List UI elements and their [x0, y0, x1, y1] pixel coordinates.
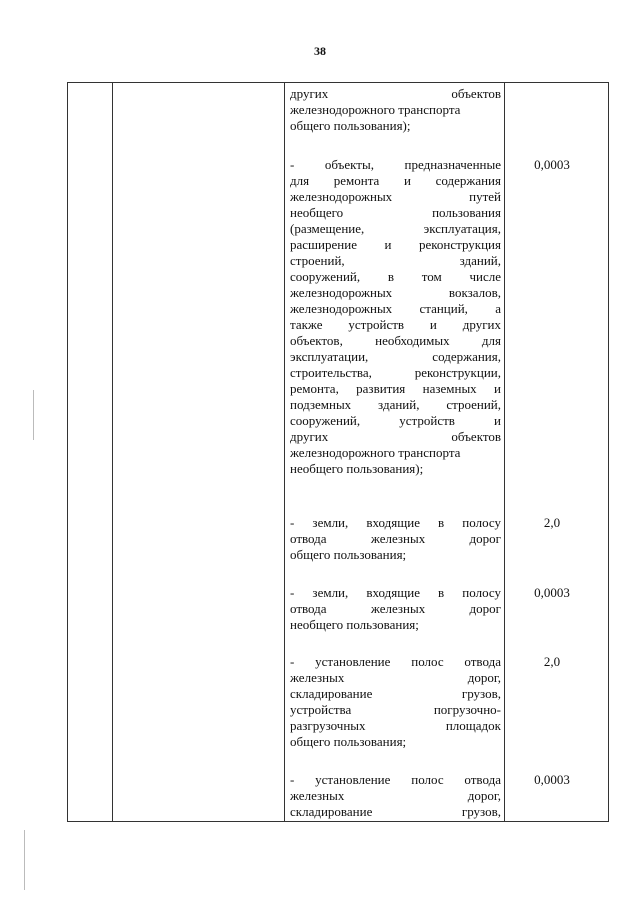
- text-line: эксплуатации, содержания,: [290, 349, 501, 364]
- text-line: общего пользования;: [290, 547, 407, 562]
- text-line: складирование грузов,: [290, 686, 501, 701]
- text-line: железнодорожных вокзалов,: [290, 285, 501, 300]
- page-number: 38: [314, 44, 326, 58]
- rate-value: 0,0003: [534, 772, 570, 787]
- text-line: необщего пользования);: [290, 461, 424, 476]
- text-line: также устройств и других: [290, 317, 501, 332]
- text-line: сооружений, устройств и: [290, 413, 501, 428]
- description-cell: [290, 772, 501, 820]
- text-line: необщего пользования;: [290, 617, 419, 632]
- text-line: - установление полос отвода: [290, 772, 501, 787]
- rate-value: 2,0: [543, 515, 561, 530]
- text-line: - установление полос отвода: [290, 654, 501, 669]
- text-line: - объекты, предназначенные: [290, 157, 501, 172]
- scan-mark: [33, 390, 34, 440]
- rate-value: 0,0003: [534, 157, 570, 172]
- description-cell: [290, 515, 501, 563]
- text-line: объектов, необходимых для: [290, 333, 501, 348]
- scan-mark: [24, 830, 25, 890]
- text-line: - земли, входящие в полосу: [290, 585, 501, 600]
- description-cell: [290, 654, 501, 750]
- text-line: отвода железных дорог: [290, 601, 501, 616]
- text-line: (размещение, эксплуатация,: [290, 221, 501, 236]
- table-border-left: [67, 82, 68, 822]
- table-border-right: [608, 82, 609, 822]
- text-line: расширение и реконструкция: [290, 237, 501, 252]
- description-cell: [290, 86, 501, 134]
- text-line: складирование грузов,: [290, 804, 501, 819]
- table-border-bottom: [67, 821, 609, 822]
- text-line: железнодорожных путей: [290, 189, 501, 204]
- text-line: - земли, входящие в полосу: [290, 515, 501, 530]
- text-line: железнодорожного транспорта: [290, 102, 461, 117]
- description-cell: [290, 157, 501, 477]
- rate-value: 0,0003: [534, 585, 570, 600]
- column-divider-2: [284, 82, 285, 822]
- text-line: устройства погрузочно-: [290, 702, 501, 717]
- column-divider-1: [112, 82, 113, 822]
- text-line: железнодорожных станций, а: [290, 301, 501, 316]
- text-line: подземных зданий, строений,: [290, 397, 501, 412]
- text-line: других объектов: [290, 86, 501, 101]
- text-line: железных дорог,: [290, 788, 501, 803]
- text-line: ремонта, развития наземных и: [290, 381, 501, 396]
- text-line: железных дорог,: [290, 670, 501, 685]
- text-line: для ремонта и содержания: [290, 173, 501, 188]
- text-line: отвода железных дорог: [290, 531, 501, 546]
- text-line: общего пользования;: [290, 734, 407, 749]
- text-line: необщего пользования: [290, 205, 501, 220]
- description-cell: [290, 585, 501, 633]
- text-line: разгрузочных площадок: [290, 718, 501, 733]
- text-line: строений, зданий,: [290, 253, 501, 268]
- rate-value: 2,0: [543, 654, 561, 669]
- text-line: строительства, реконструкции,: [290, 365, 501, 380]
- text-line: железнодорожного транспорта: [290, 445, 461, 460]
- text-line: общего пользования);: [290, 118, 411, 133]
- text-line: сооружений, в том числе: [290, 269, 501, 284]
- column-divider-3: [504, 82, 505, 822]
- table-border-top: [67, 82, 609, 83]
- text-line: других объектов: [290, 429, 501, 444]
